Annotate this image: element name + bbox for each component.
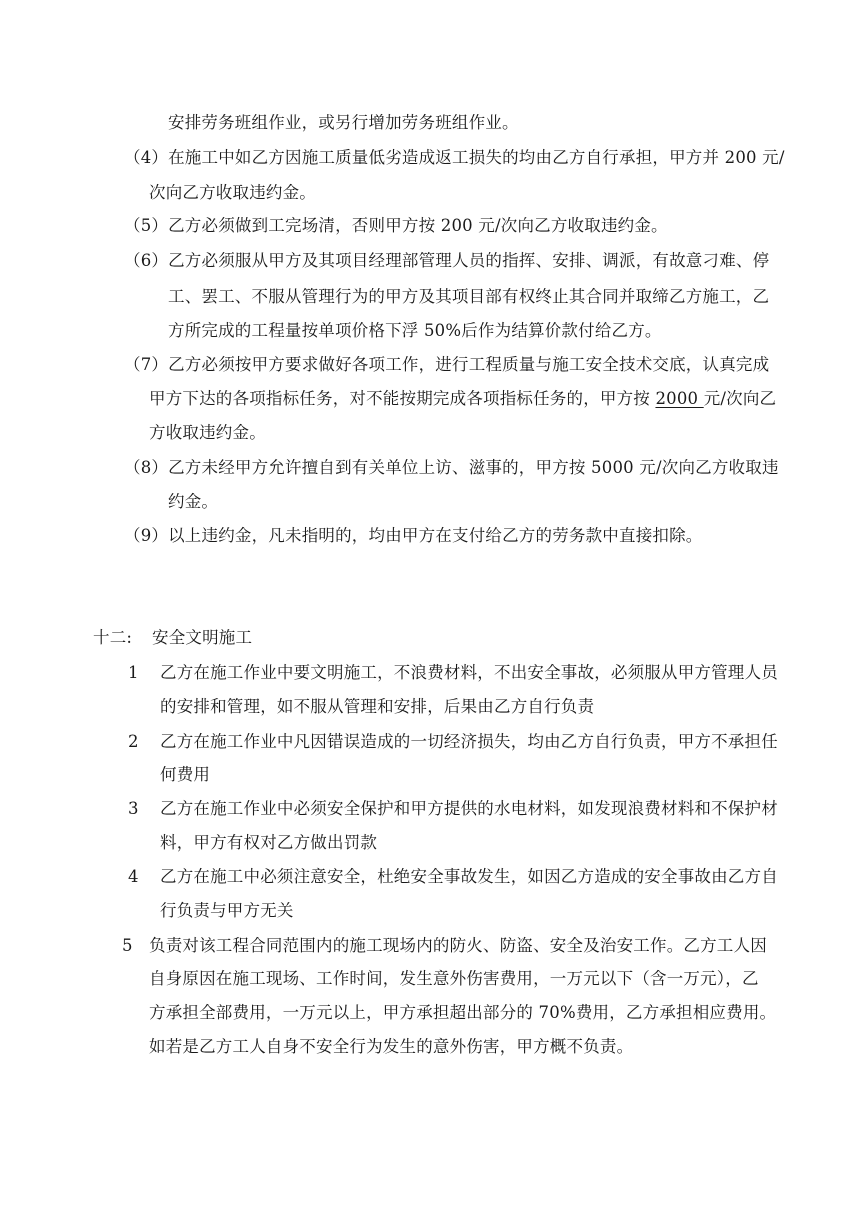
s12-item-5-line-4: 如若是乙方工人自身不安全行为发生的意外伤害，甲方概不负责。: [149, 1037, 634, 1056]
item-5-line-1: （5）乙方必须做到工完场清，否则甲方按 200 元/次向乙方收取违约金。: [124, 216, 668, 235]
s12-item-4-number: 4: [128, 867, 139, 886]
s12-item-4-line-2: 行负责与甲方无关: [160, 901, 294, 920]
para-continuation: 安排劳务班组作业，或另行增加劳务班组作业。: [168, 113, 519, 132]
s12-item-5-line-1: 负责对该工程合同范围内的施工现场内的防火、防盗、安全及治安工作。乙方工人因: [149, 936, 767, 955]
item-8-line-1: （8）乙方未经甲方允许擅自到有关单位上访、滋事的，甲方按 5000 元/次向乙方收取违: [124, 458, 779, 477]
s12-item-4-line-1: 乙方在施工中必须注意安全，杜绝安全事故发生，如因乙方造成的安全事故由乙方自: [160, 867, 778, 886]
item-6-line-1: （6）乙方必须服从甲方及其项目经理部管理人员的指挥、安排、调派，有故意刁难、停: [124, 251, 770, 270]
s12-item-2-line-2: 何费用: [160, 765, 211, 784]
s12-item-2-line-1: 乙方在施工作业中凡因错误造成的一切经济损失，均由乙方自行负责，甲方不承担任: [160, 732, 778, 751]
item-7-line-2-text-b: 元/次向乙: [703, 389, 777, 408]
s12-item-1-line-1: 乙方在施工作业中要文明施工，不浪费材料，不出安全事故，必须服从甲方管理人员: [160, 663, 778, 682]
item-4-line-1: （4）在施工中如乙方因施工质量低劣造成返工损失的均由乙方自行承担，甲方并 200 元/: [124, 148, 785, 167]
s12-item-5-line-2: 自身原因在施工现场、工作时间，发生意外伤害费用，一万元以下（含一万元），乙: [149, 969, 759, 988]
item-6-line-3: 方所完成的工程量按单项价格下浮 50%后作为结算价款付给乙方。: [168, 321, 662, 340]
item-7-line-2: [149, 388, 776, 410]
s12-item-3-number: 3: [128, 799, 139, 818]
s12-item-1-line-2: 的安排和管理，如不服从管理和安排，后果由乙方自行负责: [160, 697, 595, 716]
item-7-line-2-text-a: 甲方下达的各项指标任务，对不能按期完成各项指标任务的，甲方按: [149, 389, 656, 408]
item-7-line-3: 方收取违约金。: [149, 423, 266, 442]
s12-item-1-number: 1: [128, 663, 139, 682]
section-12-number: 十二:: [93, 628, 133, 647]
s12-item-5-number: 5: [122, 936, 133, 955]
item-7-line-1: （7）乙方必须按甲方要求做好各项工作，进行工程质量与施工安全技术交底，认真完成: [124, 355, 770, 374]
item-9-line-1: （9）以上违约金，凡未指明的，均由甲方在支付给乙方的劳务款中直接扣除。: [124, 526, 703, 545]
s12-item-3-line-1: 乙方在施工作业中必须安全保护和甲方提供的水电材料，如发现浪费材料和不保护材: [160, 799, 778, 818]
s12-item-5-line-3: 方承担全部费用，一万元以上，甲方承担超出部分的 70%费用，乙方承担相应费用。: [149, 1003, 777, 1022]
item-6-line-2: 工、罢工、不服从管理行为的甲方及其项目部有权终止其合同并取缔乙方施工，乙: [168, 287, 770, 306]
s12-item-2-number: 2: [128, 732, 139, 751]
item-8-line-2: 约金。: [168, 492, 219, 511]
item-7-underlined-amount: 2000: [655, 389, 704, 408]
s12-item-3-line-2: 料，甲方有权对乙方做出罚款: [160, 833, 378, 852]
section-12-title: 安全文明施工: [152, 628, 253, 647]
item-4-line-2: 次向乙方收取违约金。: [149, 183, 316, 202]
